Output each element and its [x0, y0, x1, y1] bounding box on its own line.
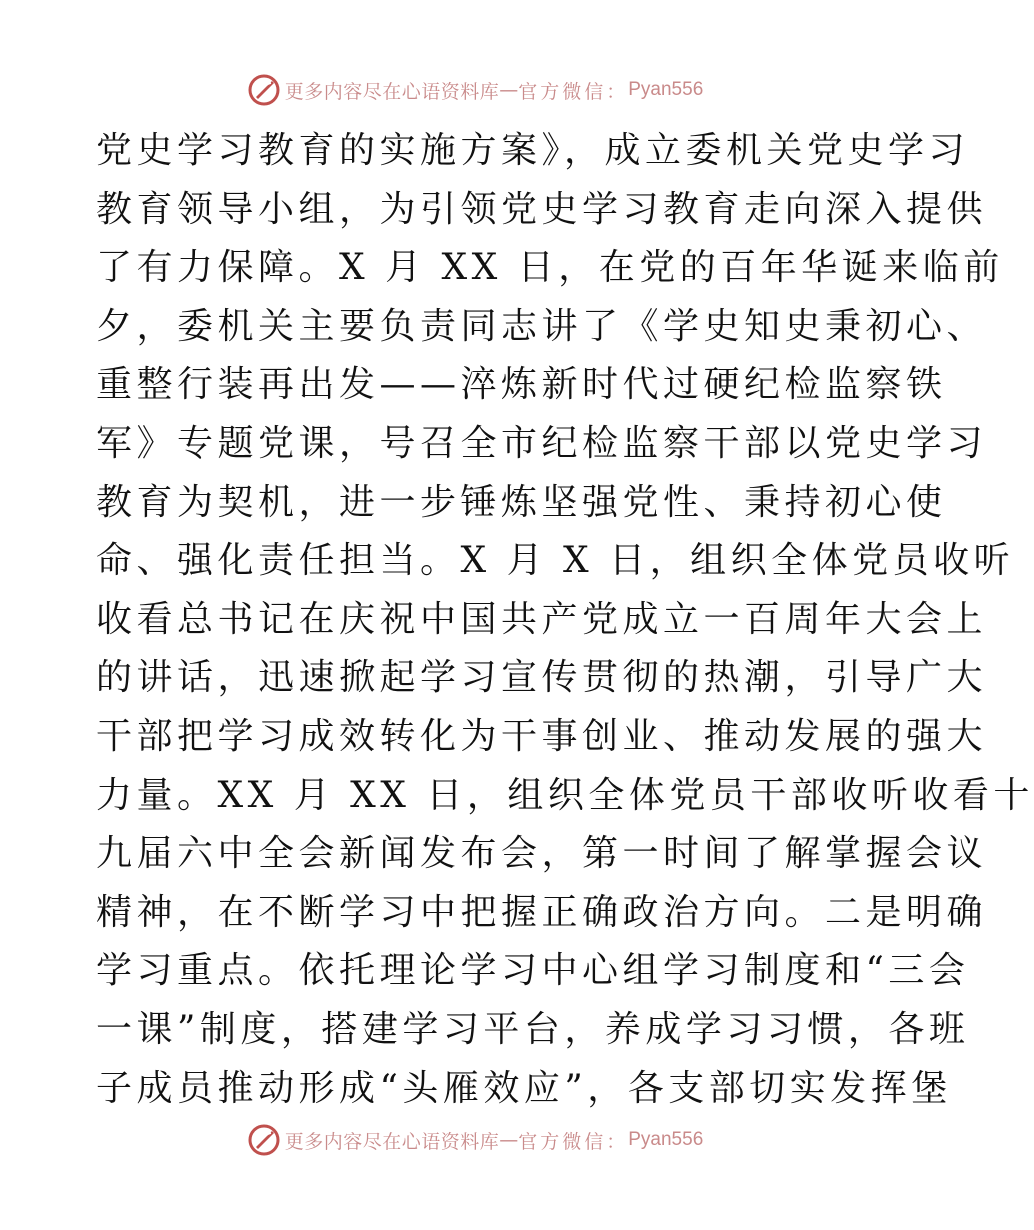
text-line: 九届六中全会新闻发布会，第一时间了解掌握会议: [96, 833, 988, 875]
text-line: 收看总书记在庆祝中国共产党成立一百周年大会上: [96, 598, 988, 640]
watermark-dash: —: [499, 79, 519, 101]
text-line: 军》专题党课，号召全市纪检监察干部以党史学习: [96, 422, 988, 464]
footer-watermark: [0, 1120, 950, 1160]
watermark-official-label: 官方微信：: [518, 1130, 629, 1153]
text-line: 一课”制度，搭建学习平台，养成学习习惯，各班: [96, 1008, 970, 1050]
quill-seal-icon: [247, 73, 281, 107]
text-line: 重整行装再出发——淬炼新时代过硬纪检监察铁: [96, 364, 947, 406]
watermark-brand: 更多内容尽在心语资料库: [284, 80, 500, 103]
text-line: 党史学习教育的实施方案》，成立委机关党史学习: [96, 130, 970, 171]
text-line: 力量。XX 月 XX 日，组织全体党员干部收听收看十: [96, 774, 1034, 816]
text-line: 教育领导小组，为引领党史学习教育走向深入提供: [96, 188, 988, 230]
watermark-official-label: 官方微信：: [518, 80, 629, 103]
text-line: 学习重点。依托理论学习中心组学习制度和“三会: [96, 950, 970, 992]
quill-seal-icon: [247, 1123, 281, 1157]
header-watermark: [0, 70, 950, 110]
watermark-wechat-id: Pyan556: [628, 79, 704, 100]
document-body: [96, 122, 1034, 1118]
text-line: 了有力保障。X 月 XX 日，在党的百年华诞来临前: [96, 247, 1004, 289]
text-line: 精神，在不断学习中把握正确政治方向。二是明确: [96, 891, 988, 933]
text-line: 命、强化责任担当。X 月 X 日，组织全体党员收听: [96, 540, 1015, 582]
text-line: 干部把学习成效转化为干事创业、推动发展的强大: [96, 715, 988, 757]
watermark-brand: 更多内容尽在心语资料库: [284, 1130, 500, 1153]
watermark-dash: —: [499, 1129, 519, 1151]
text-line: 夕，委机关主要负责同志讲了《学史知史秉初心、: [96, 305, 988, 347]
text-line: 的讲话，迅速掀起学习宣传贯彻的热潮，引导广大: [96, 657, 988, 699]
text-line: 子成员推动形成“头雁效应”，各支部切实发挥堡: [96, 1067, 952, 1109]
watermark-wechat-id: Pyan556: [628, 1129, 704, 1150]
text-line: 教育为契机，进一步锤炼坚强党性、秉持初心使: [96, 481, 947, 523]
